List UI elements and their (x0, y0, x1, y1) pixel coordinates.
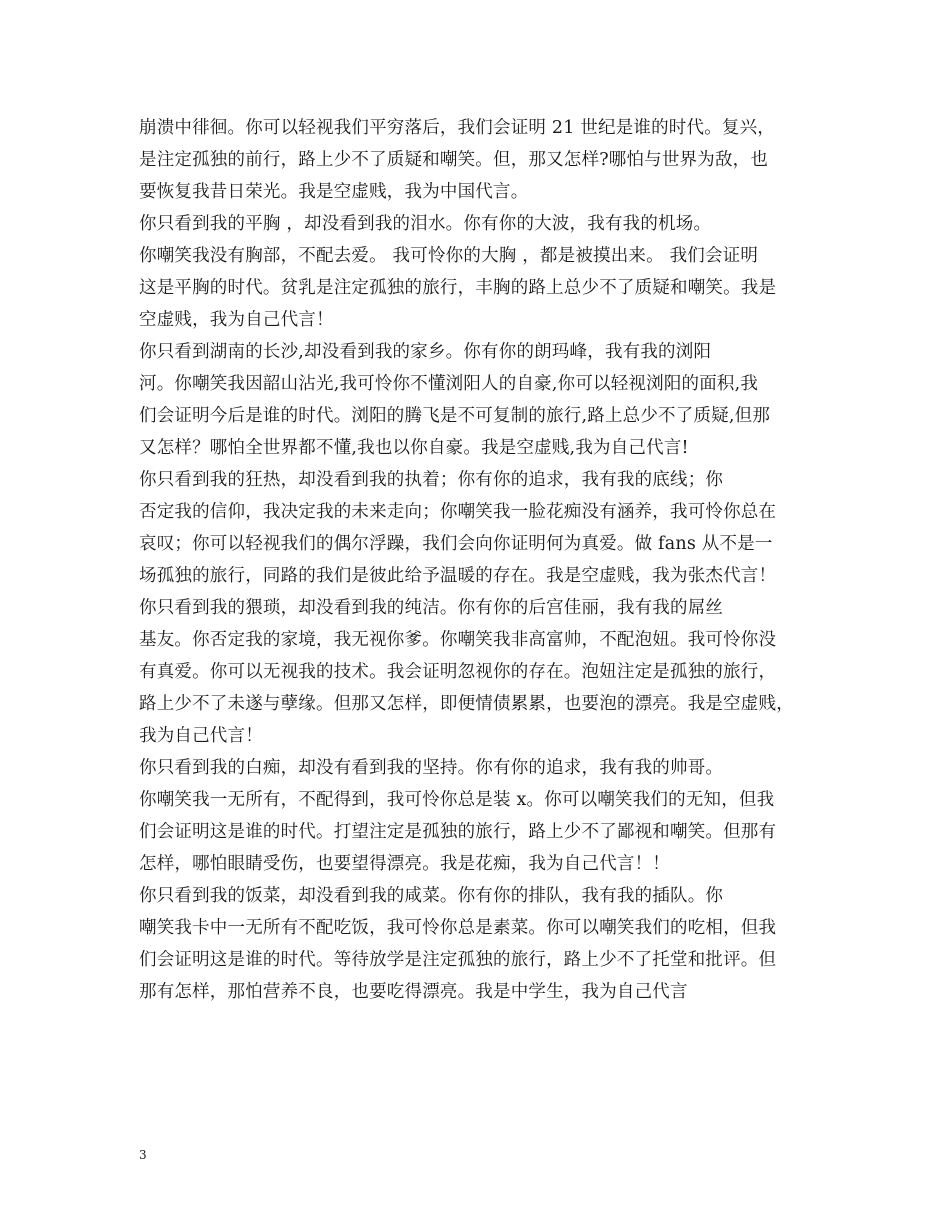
text-line: 那有怎样，那怕营养不良，也要吃得漂亮。我是中学生，我为自己代言 (139, 982, 688, 1002)
text-line: 你只看到我的白痴，却没有看到我的坚持。你有你的追求，我有我的帅哥。 (139, 758, 724, 778)
text-line: 你只看到我的狂热，却没看到我的执着；你有你的追求，我有我的底线；你 (139, 470, 724, 490)
text-line: 崩溃中徘徊。你可以轻视我们平穷落后，我们会证明 21 世纪是谁的时代。复兴， (139, 118, 775, 138)
text-line: 空虚贱，我为自己代言！ (139, 310, 334, 330)
text-line: 河。你嘲笑我因韶山沾光,我可怜你不懂浏阳人的自豪,你可以轻视浏阳的面积,我 (139, 374, 759, 394)
text-line: 嘲笑我卡中一无所有不配吃饭，我可怜你总是素菜。你可以嘲笑我们的吃相，但我 (139, 918, 777, 938)
text-line: 们会证明这是谁的时代。等待放学是注定孤独的旅行，路上少不了托堂和批评。但 (139, 950, 777, 970)
text-line: 你只看到湖南的长沙,却没看到我的家乡。你有你的朗玛峰，我有我的浏阳 (139, 342, 712, 362)
text-line: 这是平胸的时代。贫乳是注定孤独的旅行，丰胸的路上总少不了质疑和嘲笑。我是 (139, 278, 777, 298)
text-line: 们会证明今后是谁的时代。浏阳的腾飞是不可复制的旅行,路上总少不了质疑,但那 (139, 406, 771, 426)
text-line: 有真爱。你可以无视我的技术。我会证明忽视你的存在。泡妞注定是孤独的旅行， (139, 662, 777, 682)
text-line: 是注定孤独的前行，路上少不了质疑和嘲笑。但，那又怎样?哪怕与世界为敌，也 (139, 150, 769, 170)
page-number: 3 (139, 1148, 147, 1162)
body-text (139, 112, 819, 1008)
text-line: 又怎样？哪怕全世界都不懂,我也以你自豪。我是空虚贱,我为自己代言! (139, 438, 689, 458)
text-line: 基友。你否定我的家境，我无视你爹。你嘲笑我非高富帅，不配泡妞。我可怜你没 (139, 630, 777, 650)
text-line: 你只看到我的猥琐，却没看到我的纯洁。你有你的后宫佳丽，我有我的屌丝 (139, 598, 724, 618)
text-line: 你只看到我的平胸 ，却没看到我的泪水。你有你的大波，我有我的机场。 (139, 214, 712, 234)
text-line: 我为自己代言！ (139, 726, 263, 746)
text-line: 路上少不了未遂与孽缘。但那又怎样，即便情债累累，也要泡的漂亮。我是空虚贱， (139, 694, 794, 714)
text-line: 你嘲笑我一无所有，不配得到，我可怜你总是装 x。你可以嘲笑我们的无知，但我 (139, 790, 775, 810)
text-line: 们会证明这是谁的时代。打望注定是孤独的旅行，路上少不了鄙视和嘲笑。但那有 (139, 822, 777, 842)
text-line: 怎样，哪怕眼睛受伤，也要望得漂亮。我是花痴，我为自己代言！！ (139, 854, 670, 874)
text-line: 哀叹；你可以轻视我们的偶尔浮躁，我们会向你证明何为真爱。做 fans 从不是一 (139, 534, 773, 554)
text-line: 要恢复我昔日荣光。我是空虚贱，我为中国代言。 (139, 182, 529, 202)
text-line: 你嘲笑我没有胸部，不配去爱。 我可怜你的大胸 ，都是被摸出来。 我们会证明 (139, 246, 759, 266)
text-line: 场孤独的旅行，同路的我们是彼此给予温暖的存在。我是空虚贱，我为张杰代言！ (139, 566, 777, 586)
text-line: 否定我的信仰，我决定我的未来走向；你嘲笑我一脸花痴没有涵养，我可怜你总在 (139, 502, 777, 522)
text-line: 你只看到我的饭菜，却没看到我的咸菜。你有你的排队，我有我的插队。你 (139, 886, 724, 906)
